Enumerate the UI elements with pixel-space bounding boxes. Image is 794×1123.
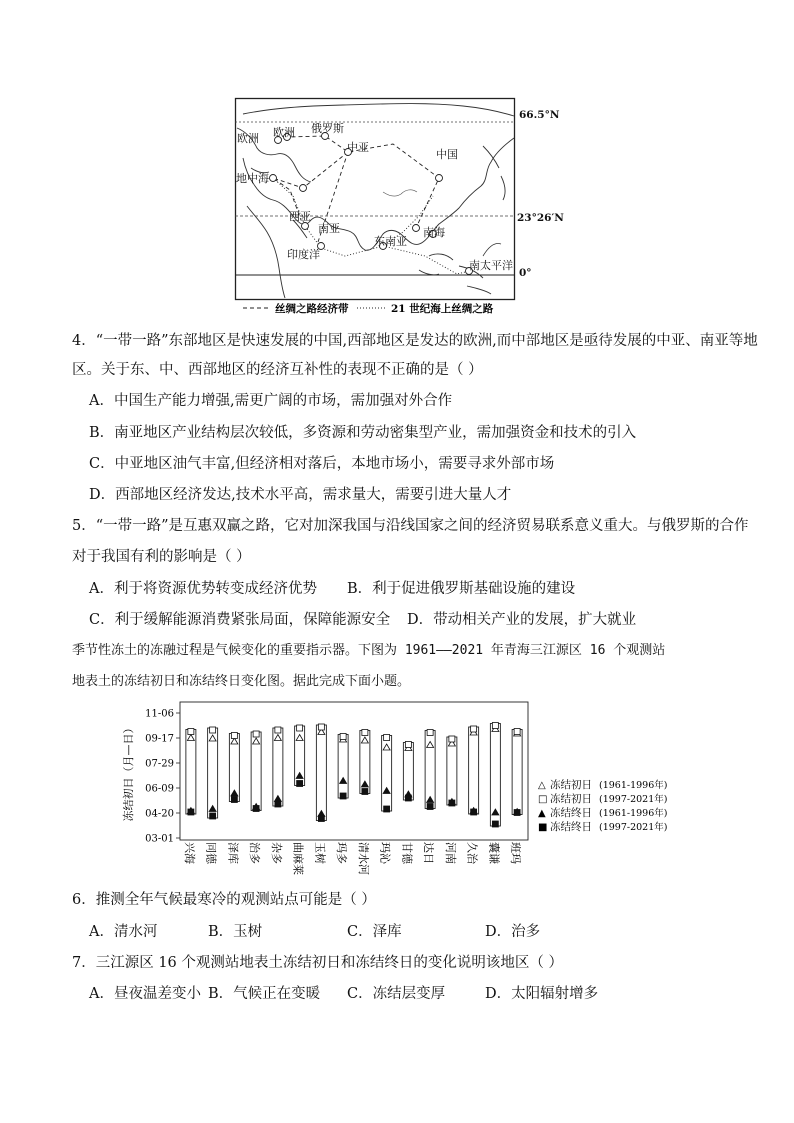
- marker-freeze-end-1961-1996: [274, 796, 281, 802]
- x-category-label: 甘德: [400, 842, 414, 864]
- legend-period: (1961-1996年): [599, 808, 668, 819]
- label-lat-0: 0°: [519, 267, 532, 279]
- range-bar: [469, 727, 479, 814]
- marker-freeze-start-1997-2021: [427, 730, 433, 736]
- y-tick-label: 06-09: [145, 783, 174, 795]
- label-south-china-sea: 南海: [423, 226, 445, 239]
- legend-label: 冻结初日: [550, 793, 592, 805]
- marker-freeze-end-1961-1996: [296, 773, 303, 779]
- marker-freeze-start-1997-2021: [253, 731, 259, 737]
- marker-freeze-start-1997-2021: [471, 726, 477, 732]
- marker-freeze-start-1997-2021: [362, 730, 368, 736]
- legend-symbol: □: [538, 794, 548, 805]
- legend-period: (1997-2021年): [599, 794, 668, 805]
- legend-symbol: ■: [538, 822, 548, 833]
- marker-freeze-end-1997-2021: [210, 813, 216, 819]
- passage-intro-line1: 季节性冻土的冻融过程是气候变化的重要指示器。下图为 1961——2021 年青海三江源区 16 个观测站: [72, 643, 666, 658]
- label-russia: 俄罗斯: [311, 122, 344, 135]
- marker-freeze-start-1997-2021: [318, 724, 324, 730]
- label-mediterranean: 地中海: [236, 172, 269, 185]
- q5-option-c[interactable]: C．利于缓解能源消费紧张局面，保障能源安全: [89, 612, 391, 628]
- legend-label: 冻结初日: [550, 779, 592, 791]
- q7-stem: 7．三江源区 16 个观测站地表土冻结初日和冻结终日的变化说明该地区（ ）: [72, 955, 564, 971]
- marker-freeze-end-1997-2021: [471, 809, 477, 815]
- range-bar: [338, 735, 348, 799]
- marker-freeze-start-1997-2021: [297, 725, 303, 731]
- range-bar: [186, 730, 196, 815]
- marker-freeze-end-1961-1996: [361, 781, 368, 787]
- legend-period: (1997-2021年): [599, 822, 668, 833]
- q4-option-b[interactable]: B．南亚地区产业结构层次较低，多资源和劳动密集型产业，需加强资金和技术的引入: [89, 425, 637, 441]
- label-south-asia: 南亚: [318, 222, 340, 235]
- label-europe-1: 欧洲: [237, 132, 259, 145]
- q4-option-d[interactable]: D．西部地区经济发达,技术水平高，需求量大，需要引进大量人才: [89, 487, 512, 503]
- x-category-label: 久治: [465, 842, 479, 864]
- marker-freeze-start-1961-1996: [231, 738, 238, 744]
- y-tick-label: 04-20: [145, 808, 174, 820]
- marker-freeze-end-1997-2021: [427, 804, 433, 810]
- q5-option-a[interactable]: A．利于将资源优势转变成经济优势: [89, 581, 317, 597]
- x-category-label: 玛多: [335, 842, 349, 864]
- marker-freeze-end-1997-2021: [384, 806, 390, 812]
- frost-dates-chart: [118, 700, 698, 875]
- marker-freeze-start-1961-1996: [209, 735, 216, 741]
- silk-road-map: [233, 96, 564, 315]
- marker-freeze-end-1997-2021: [492, 821, 498, 827]
- x-category-label: 泽库: [226, 842, 240, 864]
- label-europe-2: 欧洲: [273, 126, 295, 139]
- marker-freeze-start-1997-2021: [340, 734, 346, 740]
- marker-freeze-end-1997-2021: [362, 789, 368, 795]
- marker-freeze-end-1997-2021: [449, 800, 455, 806]
- marker-freeze-start-1997-2021: [275, 727, 281, 733]
- legend-symbol: ▲: [538, 808, 546, 819]
- marker-freeze-end-1961-1996: [340, 778, 347, 784]
- marker-freeze-end-1997-2021: [405, 795, 411, 801]
- y-tick-label: 03-01: [145, 833, 174, 845]
- y-tick-label: 11-06: [145, 708, 174, 720]
- label-south-pacific: 南太平洋: [469, 259, 513, 272]
- q6-option-a[interactable]: A．清水河: [89, 924, 158, 940]
- label-west-asia: 西亚: [289, 210, 311, 223]
- marker-freeze-end-1997-2021: [318, 816, 324, 822]
- q4-stem-line2: 区。关于东、中、西部地区的经济互补性的表现不正确的是（ ）: [72, 362, 483, 378]
- marker-freeze-start-1961-1996: [253, 738, 260, 744]
- range-bar: [512, 730, 522, 815]
- marker-freeze-end-1961-1996: [231, 790, 238, 796]
- chart-ylabel: 冻结初日（月—日）: [122, 722, 135, 822]
- legend-label: 冻结终日: [550, 821, 592, 833]
- marker-freeze-start-1961-1996: [187, 735, 194, 741]
- marker-freeze-start-1997-2021: [492, 723, 498, 729]
- x-category-label: 兴海: [182, 842, 196, 864]
- x-category-label: 河南: [443, 842, 457, 864]
- marker-freeze-start-1997-2021: [188, 729, 194, 735]
- q6-stem: 6．推测全年气候最寒冷的观测站点可能是（ ）: [72, 892, 376, 908]
- label-indian-ocean: 印度洋: [287, 248, 320, 261]
- label-china: 中国: [436, 148, 458, 161]
- range-bar: [316, 725, 326, 821]
- q5-option-b[interactable]: B．利于促进俄罗斯基础设施的建设: [347, 581, 576, 597]
- x-category-label: 玛沁: [378, 842, 392, 864]
- marker-freeze-end-1997-2021: [297, 781, 303, 787]
- label-southeast-asia: 东南亚: [374, 235, 407, 248]
- marker-freeze-end-1961-1996: [427, 797, 434, 803]
- x-category-label: 曲麻莱: [291, 842, 305, 875]
- legend-symbol: △: [538, 780, 546, 791]
- x-category-label: 杂多: [269, 842, 283, 864]
- marker-freeze-end-1997-2021: [188, 809, 194, 815]
- marker-freeze-start-1961-1996: [361, 737, 368, 743]
- marker-freeze-start-1961-1996: [274, 735, 281, 741]
- q4-option-c[interactable]: C．中亚地区油气丰富,但经济相对落后，本地市场小，需要寻求外部市场: [89, 456, 555, 472]
- range-bar: [208, 728, 218, 818]
- q5-stem-line1: 5．“一带一路”是互惠双赢之路，它对加深我国与沿线国家之间的经济贸易联系意义重大。与俄罗斯的合作: [72, 518, 749, 534]
- marker-freeze-start-1997-2021: [384, 735, 390, 741]
- chart-plot-frame: [180, 702, 528, 840]
- x-category-label: 清水河: [356, 842, 370, 875]
- q6-option-d[interactable]: D．治多: [485, 924, 541, 940]
- range-bar: [447, 737, 457, 805]
- marker-freeze-start-1997-2021: [210, 727, 216, 733]
- q5-stem-line2: 对于我国有利的影响是（ ）: [72, 549, 251, 565]
- marker-freeze-end-1997-2021: [231, 797, 237, 803]
- marker-freeze-start-1997-2021: [449, 736, 455, 742]
- marker-freeze-start-1961-1996: [427, 742, 434, 748]
- legend-period: (1961-1996年): [599, 780, 668, 791]
- legend-label: 冻结终日: [550, 807, 592, 819]
- marker-freeze-end-1961-1996: [492, 809, 499, 815]
- x-category-label: 玉树: [313, 842, 327, 864]
- legend-land-route: 丝绸之路经济带: [275, 303, 349, 315]
- q6-option-b[interactable]: B．玉树: [208, 924, 263, 940]
- label-lat-665: 66.5°N: [519, 109, 560, 121]
- marker-freeze-end-1997-2021: [253, 806, 259, 812]
- passage-intro-line2: 地表土的冻结初日和冻结终日变化图。据此完成下面小题。: [72, 674, 411, 689]
- marker-freeze-end-1997-2021: [514, 810, 520, 816]
- marker-freeze-end-1961-1996: [209, 806, 216, 812]
- q7-option-c[interactable]: C．冻结层变厚: [347, 986, 446, 1002]
- y-tick-label: 07-29: [145, 758, 174, 770]
- legend-sea-route: 21 世纪海上丝绸之路: [391, 303, 494, 315]
- q6-option-c[interactable]: C．泽库: [347, 924, 402, 940]
- marker-freeze-start-1997-2021: [405, 742, 411, 748]
- marker-freeze-start-1961-1996: [383, 744, 390, 750]
- marker-freeze-end-1997-2021: [340, 793, 346, 799]
- q4-option-a[interactable]: A．中国生产能力增强,需更广阔的市场，需加强对外合作: [89, 393, 453, 409]
- x-category-label: 囊谦: [487, 842, 501, 864]
- q7-option-a[interactable]: A．昼夜温差变小: [89, 986, 201, 1002]
- label-central-asia: 中亚: [347, 141, 369, 154]
- marker-freeze-start-1997-2021: [231, 733, 237, 739]
- q7-option-d[interactable]: D．太阳辐射增多: [485, 986, 599, 1002]
- x-category-label: 治多: [248, 842, 262, 864]
- y-tick-label: 09-17: [145, 733, 174, 745]
- marker-freeze-start-1961-1996: [296, 735, 303, 741]
- q4-stem-line1: 4．“一带一路”东部地区是快速发展的中国,西部地区是发达的欧洲,而中部地区是亟待发展的中亚、南亚等地: [72, 333, 758, 349]
- q5-option-d[interactable]: D．带动相关产业的发展，扩大就业: [407, 612, 637, 628]
- label-lat-2326: 23°26′N: [517, 212, 564, 224]
- marker-freeze-start-1997-2021: [514, 729, 520, 735]
- x-category-label: 达日: [422, 842, 436, 864]
- x-category-label: 班玛: [509, 842, 523, 864]
- marker-freeze-end-1997-2021: [275, 801, 281, 807]
- x-category-label: 同德: [204, 842, 218, 864]
- q7-option-b[interactable]: B．气候正在变暖: [208, 986, 321, 1002]
- marker-freeze-end-1961-1996: [383, 788, 390, 794]
